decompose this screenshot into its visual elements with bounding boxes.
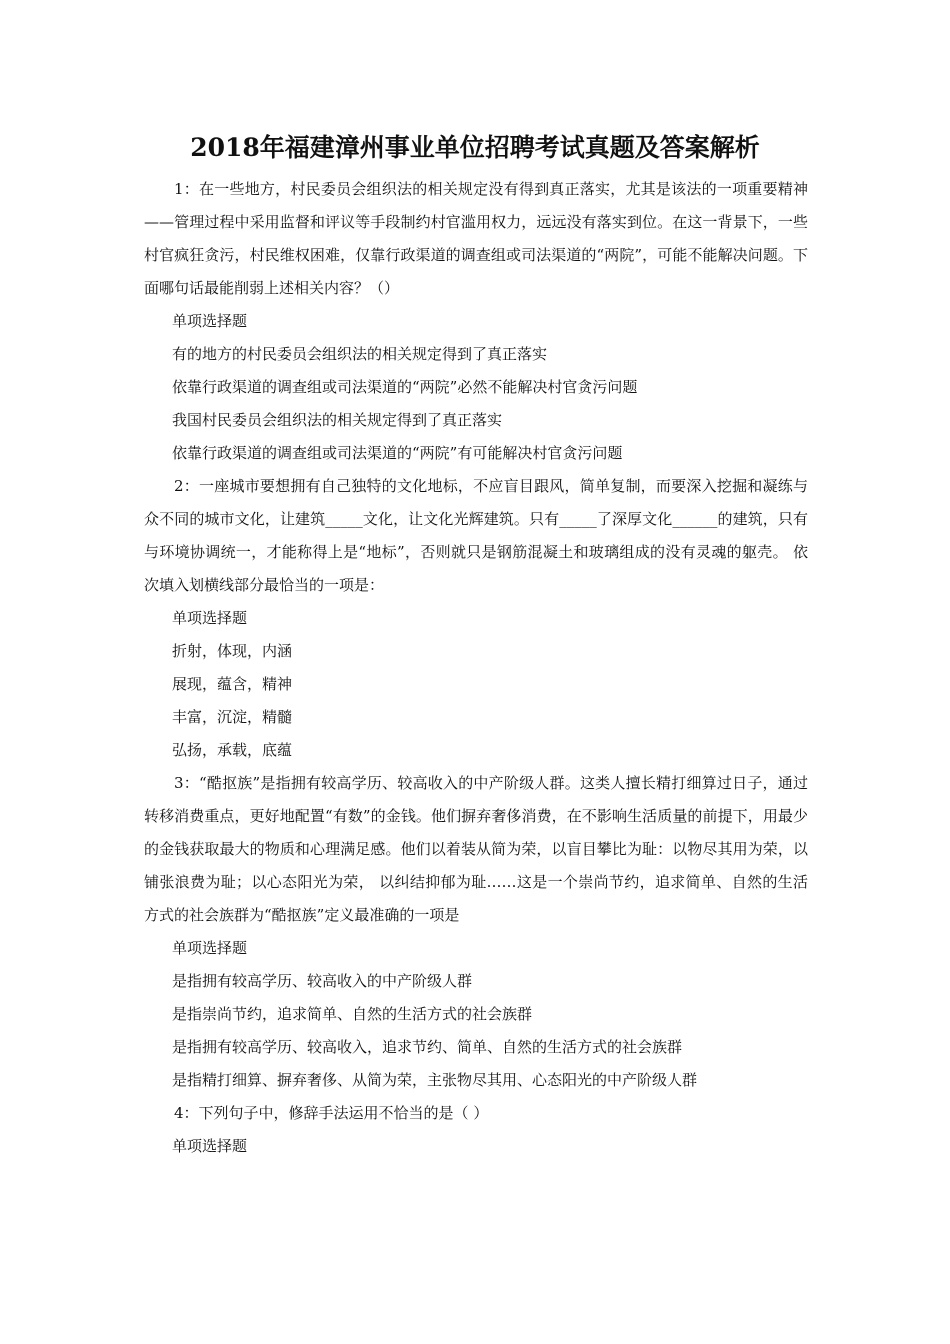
option-d: 弘扬，承载，底蕴 bbox=[172, 741, 293, 759]
question-type: 单项选择题 bbox=[172, 312, 248, 330]
option-d: 依靠行政渠道的调查组或司法渠道的“两院”有可能解决村官贪污问题 bbox=[172, 444, 623, 462]
question-type: 单项选择题 bbox=[172, 609, 248, 627]
document-title: 2018年福建漳州事业单位招聘考试真题及答案解析 bbox=[190, 133, 760, 162]
question-4 bbox=[144, 1097, 808, 1163]
option-b: 是指崇尚节约，追求简单、自然的生活方式的社会族群 bbox=[172, 1005, 533, 1023]
question-2 bbox=[144, 470, 808, 767]
question-stem: 1：在一些地方，村民委员会组织法的相关规定没有得到真正落实，尤其是该法的一项重要精神——管理过程中采用监督和评议等手段制约村官滥用权力，远远没有落实到位。在这一背景下，一些村官疯狂贪污，村民维权困难，仅靠行政渠道的调查组或司法渠道的“两院”，可能不能解决问题。下面哪句话最能削弱上述相关内容？（） bbox=[144, 180, 808, 297]
option-b: 展现，蕴含，精神 bbox=[172, 675, 293, 693]
option-b: 依靠行政渠道的调查组或司法渠道的“两院”必然不能解决村官贪污问题 bbox=[172, 378, 638, 396]
document-body bbox=[144, 173, 808, 1163]
question-stem: 3：“酷抠族”是指拥有较高学历、较高收入的中产阶级人群。这类人擅长精打细算过日子，通过转移消费重点，更好地配置“有数”的金钱。他们摒弃奢侈消费，在不影响生活质量的前提下，用最少的金钱获取最大的物质和心理满足感。他们以着装从简为荣，以盲目攀比为耻：以物尽其用为荣，以铺张浪费为耻；以心态阳光为荣， 以纠结抑郁为耻……这是一个崇尚节约，追求简单、自然的生活方式的社会族群为“酷抠族”定义最准确的一项是 bbox=[144, 774, 808, 924]
question-1 bbox=[144, 173, 808, 470]
question-3 bbox=[144, 767, 808, 1097]
option-a: 折射，体现，内涵 bbox=[172, 642, 293, 660]
option-d: 是指精打细算、摒弃奢侈、从简为荣，主张物尽其用、心态阳光的中产阶级人群 bbox=[172, 1071, 698, 1089]
option-c: 丰富，沉淀，精髓 bbox=[172, 708, 293, 726]
option-c: 是指拥有较高学历、较高收入，追求节约、简单、自然的生活方式的社会族群 bbox=[172, 1038, 683, 1056]
option-a: 有的地方的村民委员会组织法的相关规定得到了真正落实 bbox=[172, 345, 548, 363]
question-type: 单项选择题 bbox=[172, 1137, 248, 1155]
option-c: 我国村民委员会组织法的相关规定得到了真正落实 bbox=[172, 411, 503, 429]
question-type: 单项选择题 bbox=[172, 939, 248, 957]
question-stem: 2：一座城市要想拥有自己独特的文化地标，不应盲目跟风，简单复制，而要深入挖掘和凝练与众不同的城市文化，让建筑_____文化，让文化光辉建筑。只有_____了深厚文化______的建筑，只有与环境协调统一，才能称得上是“地标”，否则就只是钢筋混凝土和玻璃组成的没有灵魂的躯壳。 依次填入划横线部分最恰当的一项是： bbox=[144, 477, 808, 594]
option-a: 是指拥有较高学历、较高收入的中产阶级人群 bbox=[172, 972, 473, 990]
question-stem: 4：下列句子中，修辞手法运用不恰当的是（ ） bbox=[174, 1104, 489, 1122]
